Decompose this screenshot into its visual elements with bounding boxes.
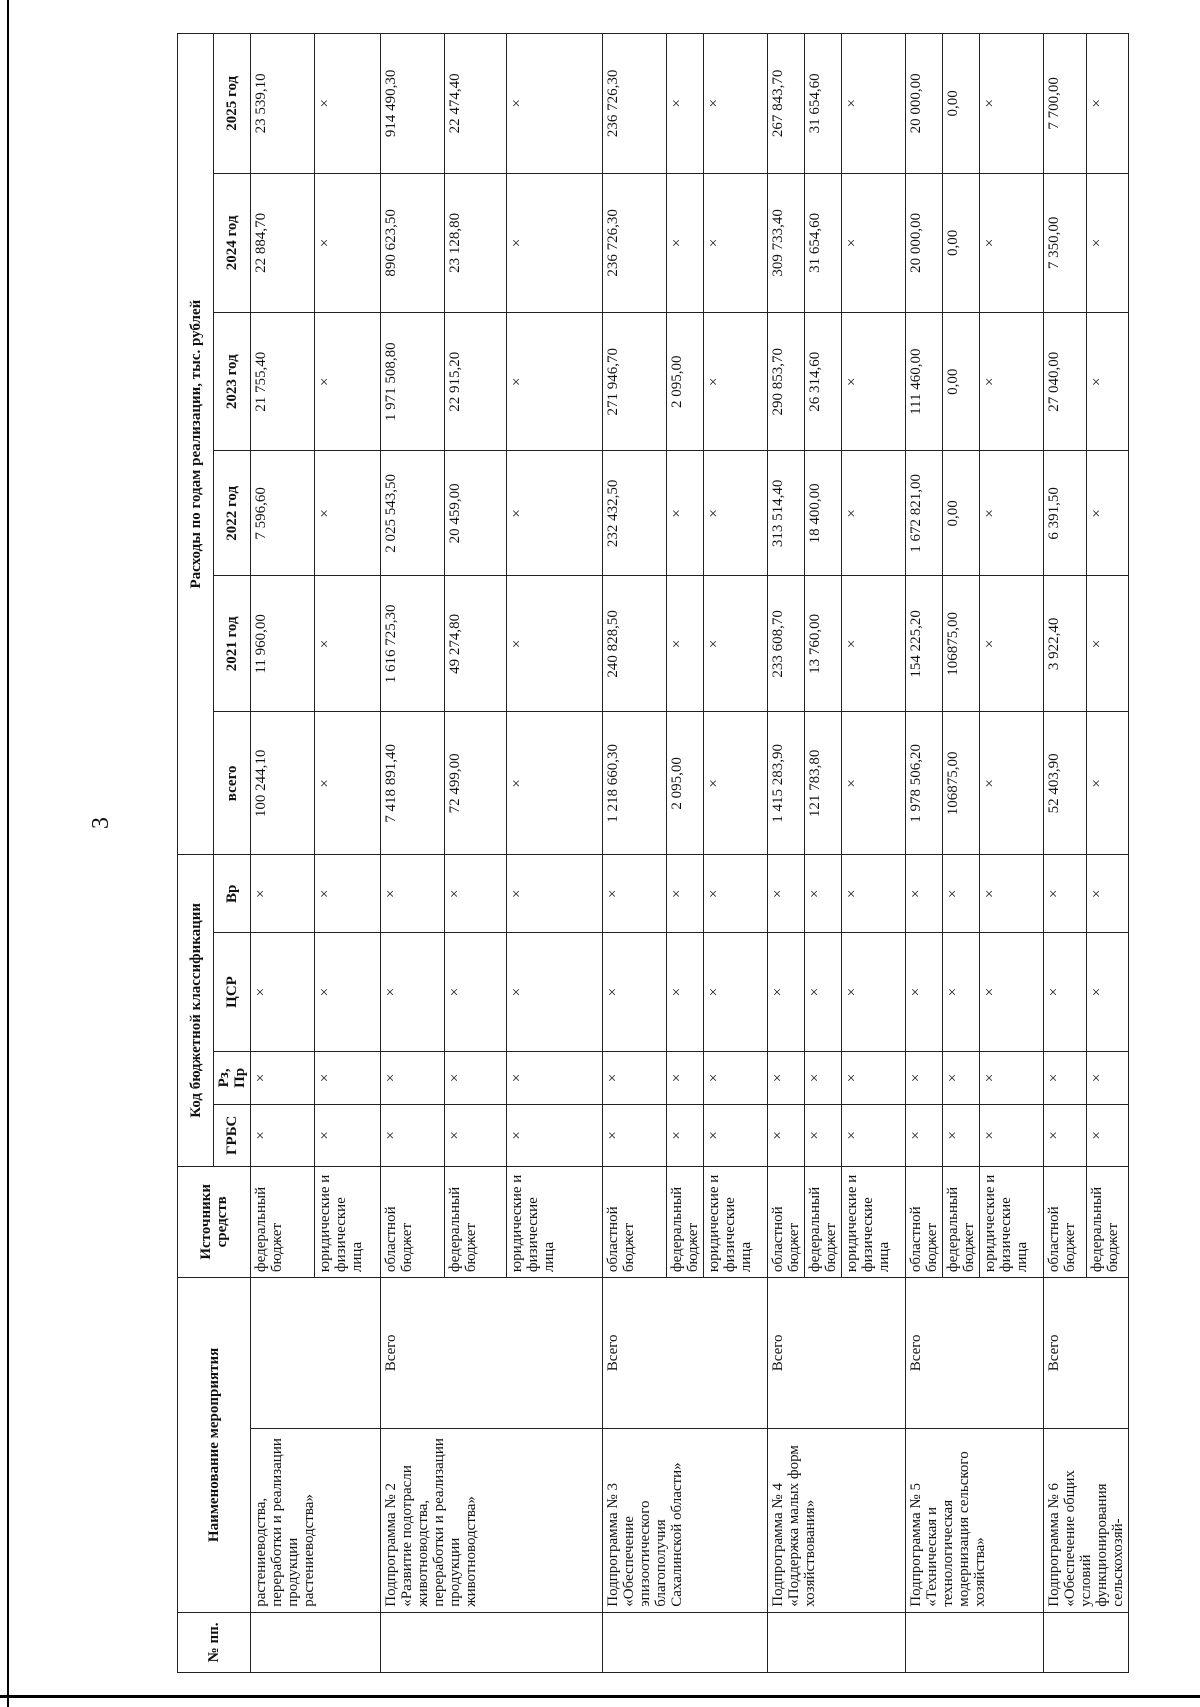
code-rzpr-cell: × [1044, 1051, 1087, 1105]
amount-y2021-cell: × [507, 576, 603, 712]
amount-total-cell: 106875,00 [943, 712, 980, 855]
code-rzpr-cell: × [315, 1051, 381, 1105]
code-vr-cell: × [445, 855, 507, 933]
code-vr-cell: × [315, 855, 381, 933]
amount-y2025-cell: × [842, 34, 906, 174]
measure-name-cell: Подпрограмма № 5 «Техническая и технологическая модернизация сельского хозяйства» [906, 1428, 1044, 1612]
code-rzpr-cell: × [667, 1051, 704, 1105]
code-grbs-cell: × [1086, 1105, 1129, 1166]
amount-y2025-cell: 0,00 [943, 34, 980, 174]
amount-y2022-cell: × [667, 451, 704, 576]
row-number-cell [1044, 1612, 1129, 1672]
header-sources: Источники средств [178, 1166, 251, 1278]
amount-y2021-cell: × [980, 576, 1044, 712]
code-vr-cell: × [842, 855, 906, 933]
header-2025: 2025 год [214, 34, 251, 174]
amount-total-cell: × [980, 712, 1044, 855]
code-grbs-cell: × [704, 1105, 768, 1166]
code-csr-cell: × [667, 933, 704, 1051]
source-cell: юридические и физические лица [315, 1166, 381, 1278]
amount-y2021-cell: 154 225,20 [906, 576, 943, 712]
code-grbs-cell: × [381, 1105, 445, 1166]
amount-y2023-cell: 271 946,70 [603, 313, 667, 451]
amount-y2025-cell: × [667, 34, 704, 174]
code-grbs-cell: × [943, 1105, 980, 1166]
code-vr-cell: × [980, 855, 1044, 933]
code-rzpr-cell: × [445, 1051, 507, 1105]
amount-y2021-cell: 49 274,80 [445, 576, 507, 712]
amount-y2022-cell: 6 391,50 [1044, 451, 1087, 576]
amount-y2025-cell: 20 000,00 [906, 34, 943, 174]
measure-name-cell: растениеводства, переработки и реализации продукции растениеводства» [251, 1428, 381, 1612]
source-cell: областной бюджет [906, 1166, 943, 1278]
code-csr-cell: × [805, 933, 842, 1051]
header-grbs: ГРБС [214, 1105, 251, 1166]
source-cell: областной бюджет [381, 1166, 445, 1278]
code-grbs-cell: × [980, 1105, 1044, 1166]
header-2023: 2023 год [214, 313, 251, 451]
amount-y2022-cell: 1 672 821,00 [906, 451, 943, 576]
code-csr-cell: × [507, 933, 603, 1051]
source-cell: федеральный бюджет [251, 1166, 315, 1278]
code-csr-cell: × [603, 933, 667, 1051]
source-cell: федеральный бюджет [943, 1166, 980, 1278]
code-rzpr-cell: × [251, 1051, 315, 1105]
budget-table [177, 33, 1129, 1673]
amount-y2025-cell: 267 843,70 [768, 34, 805, 174]
amount-y2022-cell: 20 459,00 [445, 451, 507, 576]
code-csr-cell: × [980, 933, 1044, 1051]
amount-y2024-cell: 309 733,40 [768, 173, 805, 312]
amount-y2021-cell: × [1086, 576, 1129, 712]
code-vr-cell: × [381, 855, 445, 933]
amount-y2023-cell: 0,00 [943, 313, 980, 451]
amount-y2023-cell: × [980, 313, 1044, 451]
code-csr-cell: × [906, 933, 943, 1051]
code-csr-cell: × [381, 933, 445, 1051]
amount-y2024-cell: × [1086, 173, 1129, 312]
amount-y2025-cell: × [507, 34, 603, 174]
code-vr-cell: × [1044, 855, 1087, 933]
table-row [251, 34, 315, 1673]
code-grbs-cell: × [842, 1105, 906, 1166]
amount-total-cell: 7 418 891,40 [381, 712, 445, 855]
row-number-cell [768, 1612, 906, 1672]
code-rzpr-cell: × [906, 1051, 943, 1105]
measure-name-cell: Подпрограмма № 6 «Обеспечение общих условий функционирования сельскохозяй- [1044, 1428, 1129, 1612]
page-number: 3 [88, 817, 114, 829]
code-csr-cell: × [1044, 933, 1087, 1051]
row-number-cell [381, 1612, 603, 1672]
code-vr-cell: × [667, 855, 704, 933]
source-cell: областной бюджет [768, 1166, 805, 1278]
measure-name-cell: Подпрограмма № 2 «Развитие подотрасли животноводства, переработки и реализации продукции животноводства» [381, 1428, 603, 1612]
code-csr-cell: × [445, 933, 507, 1051]
amount-y2021-cell: × [315, 576, 381, 712]
code-vr-cell: × [805, 855, 842, 933]
amount-y2024-cell: 7 350,00 [1044, 173, 1087, 312]
code-grbs-cell: × [251, 1105, 315, 1166]
amount-y2025-cell: 914 490,30 [381, 34, 445, 174]
header-name: Наименование мероприятия [178, 1278, 251, 1613]
header-csr: ЦСР [214, 933, 251, 1051]
code-csr-cell: × [704, 933, 768, 1051]
table-row [768, 34, 805, 1673]
amount-y2022-cell: 0,00 [943, 451, 980, 576]
code-vr-cell: × [603, 855, 667, 933]
table-row [603, 34, 667, 1673]
code-grbs-cell: × [315, 1105, 381, 1166]
row-number-cell [251, 1612, 381, 1672]
source-cell: областной бюджет [603, 1166, 667, 1278]
code-grbs-cell: × [445, 1105, 507, 1166]
amount-y2021-cell: 1 616 725,30 [381, 576, 445, 712]
amount-total-cell: × [704, 712, 768, 855]
code-grbs-cell: × [906, 1105, 943, 1166]
measure-subtotal-cell [251, 1278, 381, 1429]
code-csr-cell: × [251, 933, 315, 1051]
header-2022: 2022 год [214, 451, 251, 576]
amount-total-cell: 100 244,10 [251, 712, 315, 855]
amount-total-cell: × [842, 712, 906, 855]
code-grbs-cell: × [768, 1105, 805, 1166]
amount-y2021-cell: 106875,00 [943, 576, 980, 712]
code-rzpr-cell: × [980, 1051, 1044, 1105]
source-cell: областной бюджет [1044, 1166, 1087, 1278]
amount-y2025-cell: × [315, 34, 381, 174]
code-csr-cell: × [842, 933, 906, 1051]
amount-y2022-cell: 18 400,00 [805, 451, 842, 576]
measure-subtotal-cell: Всего [603, 1278, 768, 1429]
measure-subtotal-cell: Всего [768, 1278, 906, 1429]
amount-y2025-cell: × [1086, 34, 1129, 174]
amount-y2024-cell: 22 884,70 [251, 173, 315, 312]
amount-y2025-cell: 22 474,40 [445, 34, 507, 174]
amount-y2024-cell: × [842, 173, 906, 312]
amount-y2022-cell: 232 432,50 [603, 451, 667, 576]
row-number-cell [906, 1612, 1044, 1672]
amount-total-cell: 72 499,00 [445, 712, 507, 855]
header-budget-code: Код бюджетной классификации [178, 855, 214, 1166]
code-grbs-cell: × [603, 1105, 667, 1166]
amount-total-cell: 1 218 660,30 [603, 712, 667, 855]
source-cell: юридические и физические лица [980, 1166, 1044, 1278]
amount-y2022-cell: 313 514,40 [768, 451, 805, 576]
code-csr-cell: × [943, 933, 980, 1051]
amount-y2025-cell: × [704, 34, 768, 174]
row-number-cell [603, 1612, 768, 1672]
code-rzpr-cell: × [943, 1051, 980, 1105]
rotated-document [177, 33, 1177, 1673]
amount-y2023-cell: × [704, 313, 768, 451]
scan-edge-bottom [0, 1695, 1200, 1698]
code-vr-cell: × [906, 855, 943, 933]
amount-total-cell: 121 783,80 [805, 712, 842, 855]
table-body [251, 34, 1129, 1673]
amount-total-cell: × [507, 712, 603, 855]
code-rzpr-cell: × [805, 1051, 842, 1105]
amount-y2025-cell: 7 700,00 [1044, 34, 1087, 174]
code-vr-cell: × [768, 855, 805, 933]
source-cell: юридические и физические лица [842, 1166, 906, 1278]
amount-y2023-cell: × [507, 313, 603, 451]
measure-name-cell: Подпрограмма № 4 «Поддержка малых форм хозяйствования» [768, 1428, 906, 1612]
code-rzpr-cell: × [704, 1051, 768, 1105]
amount-y2025-cell: × [980, 34, 1044, 174]
amount-y2022-cell: × [704, 451, 768, 576]
code-vr-cell: × [507, 855, 603, 933]
source-cell: федеральный бюджет [667, 1166, 704, 1278]
amount-y2023-cell: 26 314,60 [805, 313, 842, 451]
code-rzpr-cell: × [381, 1051, 445, 1105]
amount-y2023-cell: 21 755,40 [251, 313, 315, 451]
table-row [381, 34, 445, 1673]
amount-y2025-cell: 31 654,60 [805, 34, 842, 174]
code-csr-cell: × [315, 933, 381, 1051]
amount-total-cell: × [1086, 712, 1129, 855]
scan-edge-left [7, 0, 9, 1707]
amount-y2022-cell: × [507, 451, 603, 576]
amount-y2023-cell: 1 971 508,80 [381, 313, 445, 451]
amount-y2024-cell: 890 623,50 [381, 173, 445, 312]
code-rzpr-cell: × [603, 1051, 667, 1105]
amount-y2021-cell: 3 922,40 [1044, 576, 1087, 712]
amount-total-cell: 1 978 506,20 [906, 712, 943, 855]
code-grbs-cell: × [667, 1105, 704, 1166]
code-vr-cell: × [251, 855, 315, 933]
header-total: всего [214, 712, 251, 855]
amount-y2023-cell: × [842, 313, 906, 451]
code-csr-cell: × [1086, 933, 1129, 1051]
amount-y2021-cell: × [704, 576, 768, 712]
header-2021: 2021 год [214, 576, 251, 712]
amount-y2022-cell: × [842, 451, 906, 576]
source-cell: федеральный бюджет [445, 1166, 507, 1278]
amount-y2023-cell: 22 915,20 [445, 313, 507, 451]
amount-y2024-cell: 236 726,30 [603, 173, 667, 312]
measure-subtotal-cell: Всего [381, 1278, 603, 1429]
table-row [906, 34, 943, 1673]
amount-y2021-cell: 11 960,00 [251, 576, 315, 712]
amount-y2024-cell: × [667, 173, 704, 312]
measure-name-cell: Подпрограмма № 3 «Обеспечение эпизоотического благополучия Сахалинской области» [603, 1428, 768, 1612]
source-cell: федеральный бюджет [805, 1166, 842, 1278]
table-row [1044, 34, 1087, 1673]
measure-subtotal-cell: Всего [906, 1278, 1044, 1429]
amount-y2022-cell: 7 596,60 [251, 451, 315, 576]
header-2024: 2024 год [214, 173, 251, 312]
header-num: № пп. [178, 1612, 251, 1672]
amount-total-cell: 52 403,90 [1044, 712, 1087, 855]
code-grbs-cell: × [507, 1105, 603, 1166]
amount-y2021-cell: × [842, 576, 906, 712]
amount-y2023-cell: 111 460,00 [906, 313, 943, 451]
code-rzpr-cell: × [507, 1051, 603, 1105]
amount-total-cell: × [315, 712, 381, 855]
amount-y2024-cell: × [704, 173, 768, 312]
source-cell: федеральный бюджет [1086, 1166, 1129, 1278]
amount-total-cell: 2 095,00 [667, 712, 704, 855]
code-vr-cell: × [943, 855, 980, 933]
amount-y2023-cell: × [315, 313, 381, 451]
amount-y2024-cell: 0,00 [943, 173, 980, 312]
amount-y2022-cell: × [980, 451, 1044, 576]
header-expenses: Расходы по годам реализации, тыс. рублей [178, 34, 214, 855]
amount-y2023-cell: 27 040,00 [1044, 313, 1087, 451]
amount-total-cell: 1 415 283,90 [768, 712, 805, 855]
amount-y2022-cell: × [315, 451, 381, 576]
code-rzpr-cell: × [842, 1051, 906, 1105]
amount-y2023-cell: 290 853,70 [768, 313, 805, 451]
amount-y2024-cell: × [315, 173, 381, 312]
amount-y2021-cell: × [667, 576, 704, 712]
code-vr-cell: × [1086, 855, 1129, 933]
amount-y2024-cell: × [507, 173, 603, 312]
amount-y2024-cell: 31 654,60 [805, 173, 842, 312]
amount-y2023-cell: 2 095,00 [667, 313, 704, 451]
header-rzpr: Рз, Пр [214, 1051, 251, 1105]
amount-y2021-cell: 240 828,50 [603, 576, 667, 712]
code-grbs-cell: × [805, 1105, 842, 1166]
amount-y2022-cell: × [1086, 451, 1129, 576]
amount-y2024-cell: 23 128,80 [445, 173, 507, 312]
code-grbs-cell: × [1044, 1105, 1087, 1166]
amount-y2021-cell: 13 760,00 [805, 576, 842, 712]
amount-y2023-cell: × [1086, 313, 1129, 451]
header-vr: Вр [214, 855, 251, 933]
code-rzpr-cell: × [768, 1051, 805, 1105]
amount-y2021-cell: 233 608,70 [768, 576, 805, 712]
code-csr-cell: × [768, 933, 805, 1051]
source-cell: юридические и физические лица [704, 1166, 768, 1278]
amount-y2022-cell: 2 025 543,50 [381, 451, 445, 576]
amount-y2024-cell: × [980, 173, 1044, 312]
amount-y2025-cell: 23 539,10 [251, 34, 315, 174]
code-rzpr-cell: × [1086, 1051, 1129, 1105]
measure-subtotal-cell: Всего [1044, 1278, 1129, 1429]
amount-y2024-cell: 20 000,00 [906, 173, 943, 312]
source-cell: юридические и физические лица [507, 1166, 603, 1278]
amount-y2025-cell: 236 726,30 [603, 34, 667, 174]
code-vr-cell: × [704, 855, 768, 933]
